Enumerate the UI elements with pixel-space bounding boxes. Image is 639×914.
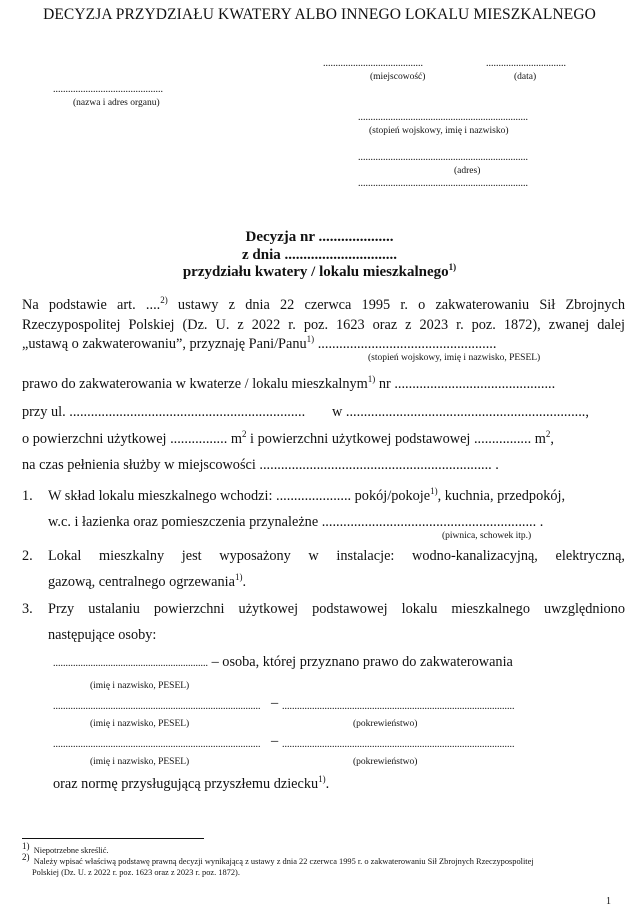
item-2-number: 2. [22,548,33,564]
person-row-3-right: ............................................................................................. [282,739,515,750]
person-dots: .................................................................... [358,112,528,123]
organ-label: (nazwa i adres organu) [73,98,160,108]
item-2-line1: Lokal mieszkalny jest wyposażony w instalacje: wodno-kanalizacyjną, elektryczną, [48,548,625,564]
footnote-2-line2: Polskiej (Dz. U. z 2022 r. poz. 1623 oraz z 2023 r. poz. 1872). [32,868,240,877]
document-title: DECYZJA PRZYDZIAŁU KWATERY ALBO INNEGO LOKALU MIESZKALNEGO [43,6,596,23]
item-1-line1: W skład lokalu mieszkalnego wchodzi: ..................... pokój/pokoje$^{1)}$, kuchnia, przedpokój, [48,486,566,504]
footnote-2-line1: $^{2)}$ Należy wpisać właściwą podstawę prawną decyzji wynikającą z ustawy z dnia 22 czerwca 1995 r. o zakwaterowaniu Sił Zbrojnych Rzeczypospolitej [22,852,534,866]
footnote-separator [22,838,204,839]
item-1-number: 1. [22,488,33,504]
address-label: (adres) [454,166,481,176]
person-row-3-caption-left: (imię i nazwisko, PESEL) [90,757,190,767]
person-row-2-right: ............................................................................................. [282,701,515,712]
person-row-2-left: ................................................................................... [53,701,261,712]
decision-subject: przydziału kwatery / lokalu mieszkalnego$^{1)}$ [182,262,457,280]
para1-caption: (stopień wojskowy, imię i nazwisko, PESEL) [368,353,541,363]
organ-dots: ............................................ [53,84,163,95]
person-label: (stopień wojskowy, imię i nazwisko) [369,126,509,136]
person-row-1-caption: (imię i nazwisko, PESEL) [90,681,190,691]
footnote-1: $^{1)}$ Niepotrzebne skreślić. [22,841,109,855]
address-dots-2: .................................................................... [358,178,528,189]
person-row-1: .............................................................. – osoba, której przyznano prawo do zakwaterowania [53,654,513,670]
area-line: o powierzchni użytkowej ................ $m^2$ i powierzchni użytkowej podstawowej ................ $m^2$, [22,429,554,447]
item-2-line2: gazową, centralnego ogrzewania$^{1)}$. [48,572,247,590]
street-line: przy ul. .................................................................. [22,404,306,420]
future-child-norm: oraz normę przysługującą przyszłemu dziecku$^{1)}$. [53,774,330,792]
person-row-3-left: ................................................................................... [53,739,261,750]
place-label: (miejscowość) [370,72,426,82]
person-row-3-dash: – [271,733,279,749]
item-3-line1: Przy ustalaniu powierzchni użytkowej podstawowej lokalu mieszkalnego uwzględniono [48,601,625,617]
right-to-quarters: prawo do zakwaterowania w kwaterze / lokalu mieszkalnym$^{1)}$ nr ............................................. [22,374,556,392]
date-dots: ................................ [486,58,566,69]
item-3-line2: następujące osoby: [48,627,157,643]
page-number: 1 [606,896,611,907]
person-row-2-dash: – [271,695,279,711]
person-row-3-caption-right: (pokrewieństwo) [353,757,418,767]
para1-line1: Na podstawie art. ....$^{2)}$ ustawy z dnia 22 czerwca 1995 r. o zakwaterowaniu Sił Zbrojnych [22,295,625,313]
para1-line2: Rzeczypospolitej Polskiej (Dz. U. z 2022 r. poz. 1623 oraz z 2023 r. poz. 1872), zwanej dalej [22,317,625,333]
item-3-number: 3. [22,601,33,617]
person-row-2-caption-right: (pokrewieństwo) [353,719,418,729]
decision-date: z dnia .............................. [241,247,397,263]
date-label: (data) [514,72,537,82]
service-line: na czas pełnienia służby w miejscowości ................................................................. . [22,457,499,473]
item-1-line2: w.c. i łazienka oraz pomieszczenia przynależne ............................................................ . [48,514,544,530]
person-row-2-caption-left: (imię i nazwisko, PESEL) [90,719,190,729]
place-dots: ........................................ [323,58,423,69]
town-line: w ..................................................................., [332,404,589,420]
item-1-caption: (piwnica, schowek itp.) [442,531,532,541]
address-dots-1: .................................................................... [358,152,528,163]
para1-line3: „ustawą o zakwaterowaniu”, przyznaję Pani/Panu$^{1)}$ .................................................. [22,334,497,352]
decision-number: Decyzja nr .................... [245,229,394,245]
